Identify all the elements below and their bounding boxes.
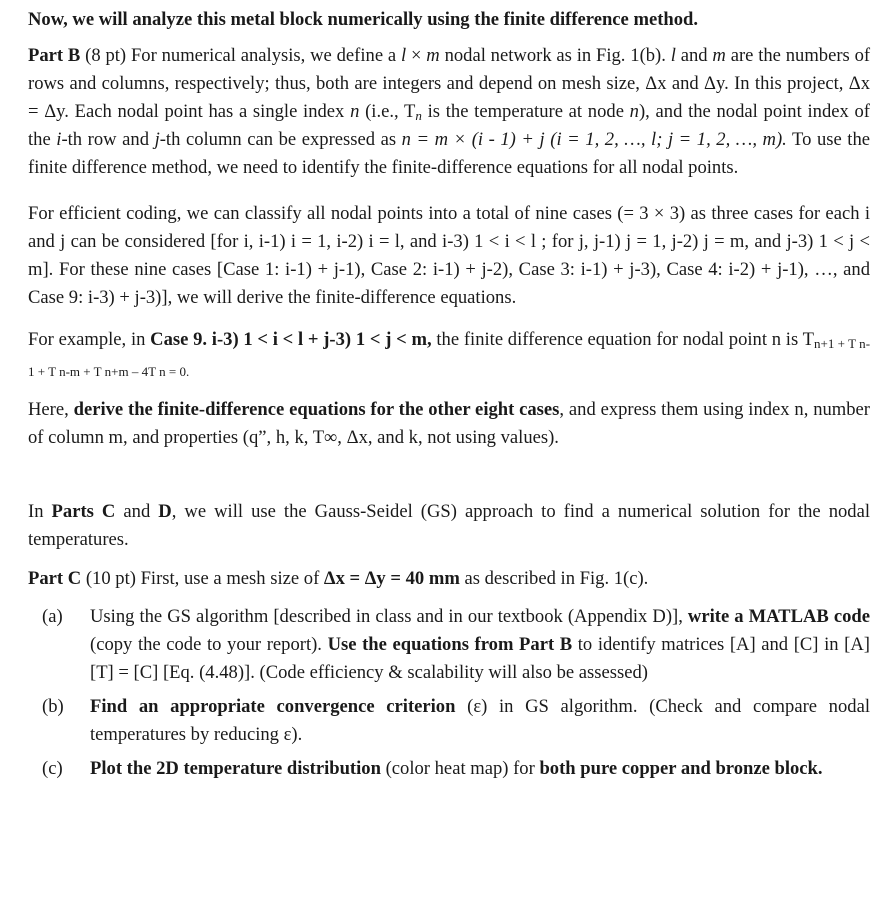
part-b-paragraph: Part B (8 pt) For numerical analysis, we define a l × m nodal network as in Fig. 1(b). l and m are the numbers of rows and columns, respectively; thus, both are integers and depend on mesh size, Δx and Δy. In this project, Δx = Δy. Each nodal point has a single index n (i.e., $T_n$ is the temperature at node n), and the nodal point index of the i-th row and j-th column can be expressed as n = m × (i - 1) + j (i = 1, 2, …, l; j = 1, 2, …, m). To use the finite difference method, we need to identify the finite-difference equations for all nodal points. — [28, 45, 871, 178]
example-equation: n+1 + T n-1 + T n-m + T n+m – 4T n = 0. — [28, 336, 871, 379]
cases-paragraph: For efficient coding, we can classify all nodal points into a total of nine cases (= 3 × 3) as three cases for each i and j can be considered [for i, i-1) i = 1, i-2) i = l, and i-3) 1 < i < l ; for j, j-1) j = 1, j-2) j = m, and j-3) 1 < j < m]. For these nine cases [Case 1: i-1) + j-1), Case 2: i-1) + j-2), Case 3: i-1) + j-3), Case 4: i-2) + j-1), …, and Case 9: i-3) + j-3)], we will derive the finite-difference equations. — [28, 203, 870, 308]
example-paragraph: For example, in Case 9. i-3) 1 < i < l + j-3) 1 < j < m, the finite difference equation for nodal point n is $T_{n+1 + T n-1 + T n-m + T n+m - 4T n = 0.}$ — [28, 329, 871, 379]
derive-paragraph: Here, derive the finite-difference equations for the other eight cases, and express them using index n, number of column m, and properties (q”, h, k, T∞, Δx, and k, not using values). — [28, 399, 870, 448]
part-b-label: Part B — [28, 45, 81, 66]
part-c-list — [28, 603, 870, 783]
part-c-paragraph: Part C (10 pt) First, use a mesh size of Δx = Δy = 40 mm as described in Fig. 1(c). — [28, 568, 649, 589]
index-formula: n = m × (i - 1) + j (i = 1, 2, …, l; j = 1, 2, …, m). — [401, 129, 787, 150]
document-page — [28, 6, 870, 783]
case-9-label: Case 9. i-3) 1 < i < l + j-3) 1 < j < m, — [150, 329, 432, 350]
list-item: (b) Find an appropriate convergence criterion (ε) in GS algorithm. (Check and compare nodal temperatures by reducing ε). — [42, 696, 870, 745]
list-item: (c) Plot the 2D temperature distribution (color heat map) for both pure copper and bronze block. — [42, 758, 823, 779]
part-c-label: Part C — [28, 568, 82, 589]
list-item: (a) Using the GS algorithm [described in class and in our textbook (Appendix D)], write a MATLAB code (copy the code to your report). Use the equations from Part B to identify matrices [A] and [C] in [A][T] = [C] [Eq. (4.48)]. (Code efficiency & scalability will also be assessed) — [42, 606, 870, 683]
section-heading: Now, we will analyze this metal block numerically using the finite difference method. — [28, 9, 699, 30]
parts-cd-paragraph: In Parts C and D, we will use the Gauss-Seidel (GS) approach to find a numerical solution for the nodal temperatures. — [28, 501, 871, 550]
